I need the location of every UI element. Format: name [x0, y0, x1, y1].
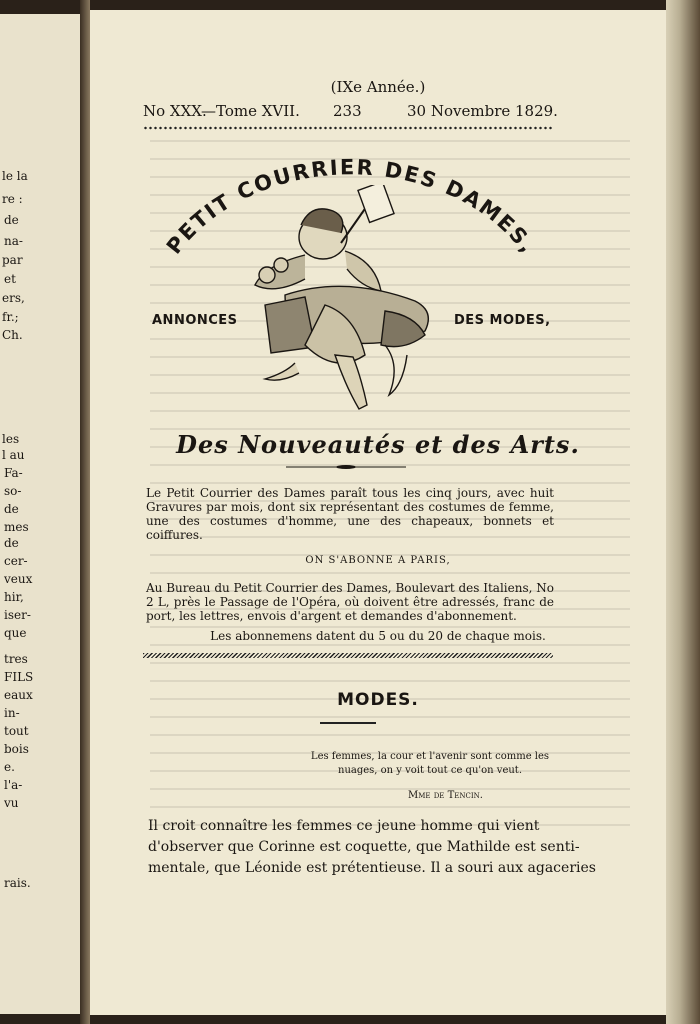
left-page-fragment: de — [4, 536, 19, 550]
masthead-right-label: DES MODES, — [454, 313, 551, 328]
subscription-note: Les abonnemens datent du 5 ou du 20 de chaque mois. — [210, 629, 546, 643]
left-page-fragment: et — [4, 272, 16, 286]
masthead-left-label: ANNONCES — [152, 313, 238, 328]
left-page-fragment: ers, — [2, 291, 25, 305]
left-page-fragment: cer- — [4, 554, 28, 568]
ornament-rule — [286, 465, 406, 469]
wavy-rule — [143, 653, 553, 658]
left-page-fragment: iser- — [4, 608, 31, 622]
tome-number: —Tome XVII. — [201, 102, 300, 120]
left-page-fragment: vu — [4, 796, 19, 810]
left-page-fragment: Fa- — [4, 466, 23, 480]
left-page-fragment: de — [4, 213, 19, 227]
left-page-fragment: le la — [2, 169, 28, 183]
left-page-fragment: na- — [4, 234, 23, 248]
left-page-fragment: Ch. — [2, 328, 23, 342]
intro-paragraph: Le Petit Courrier des Dames paraît tous les cinq jours, avec huit Gravures par mois, dont six représentant des costumes de femme, une des costumes d'homme, une des chapeaux, bonnets et coiffures. — [146, 486, 554, 542]
left-page-fragment: tout — [4, 724, 29, 738]
section-title: MODES. — [337, 690, 419, 710]
epigraph-author: Mme de Tencin. — [408, 790, 483, 801]
masthead-title: PETIT COURRIER DES DAMES, — [161, 155, 541, 259]
page-edges — [666, 0, 700, 1024]
left-page-fragment: l au — [2, 448, 25, 462]
left-page-fragment: eaux — [4, 688, 33, 702]
left-page-fragment: e. — [4, 760, 15, 774]
page-number: 233 — [333, 102, 362, 120]
left-page-fragment: veux — [4, 572, 33, 586]
left-page-fragment: hir, — [4, 590, 24, 604]
article-body — [148, 816, 596, 879]
left-page-fragment: les — [2, 432, 20, 446]
left-page-fragment: so- — [4, 484, 22, 498]
body-line: mentale, que Léonide est prétentieuse. Il a souri aux agaceries — [148, 860, 596, 876]
body-line: Il croit connaître les femmes ce jeune homme qui vient — [148, 818, 540, 834]
masthead-subtitle: Des Nouveautés et des Arts. — [176, 430, 580, 459]
section-rule — [320, 722, 376, 724]
address-paragraph: Au Bureau du Petit Courrier des Dames, Boulevart des Italiens, No 2 L, près le Passage de l'Opéra, où doivent être adressés, franc de port, les lettres, envois d'argent et demandes d'abonnement. — [146, 581, 554, 623]
left-page-fragment: que — [4, 626, 27, 640]
issue-number: No XXX. — [143, 102, 207, 120]
cherub-vignette — [245, 185, 445, 425]
left-page-fragment: de — [4, 502, 19, 516]
left-page-fragment: rais. — [4, 876, 31, 890]
left-page — [0, 14, 80, 1014]
left-page-fragment: fr.; — [2, 310, 19, 324]
left-page-fragment: par — [2, 253, 23, 267]
left-page-fragment: l'a- — [4, 778, 23, 792]
dotted-rule-top — [143, 126, 553, 130]
left-page-fragment: FILS — [4, 670, 34, 684]
body-line: d'observer que Corinne est coquette, que Mathilde est senti- — [148, 839, 580, 855]
epigraph-text: Les femmes, la cour et l'avenir sont comme les nuages, on y voit tout ce qu'on veut. — [310, 751, 550, 776]
journal-page — [90, 10, 666, 1015]
left-page-fragment: mes — [4, 520, 29, 534]
left-page-fragment: in- — [4, 706, 20, 720]
book-gutter — [80, 0, 90, 1024]
subscribe-heading: ON S'ABONNE A PARIS, — [305, 555, 451, 566]
left-page-fragment: re : — [2, 192, 23, 206]
issue-date: 30 Novembre 1829. — [407, 102, 558, 120]
year-label: (IXe Année.) — [330, 78, 426, 96]
left-page-fragment: bois — [4, 742, 29, 756]
left-page-fragment: tres — [4, 652, 28, 666]
